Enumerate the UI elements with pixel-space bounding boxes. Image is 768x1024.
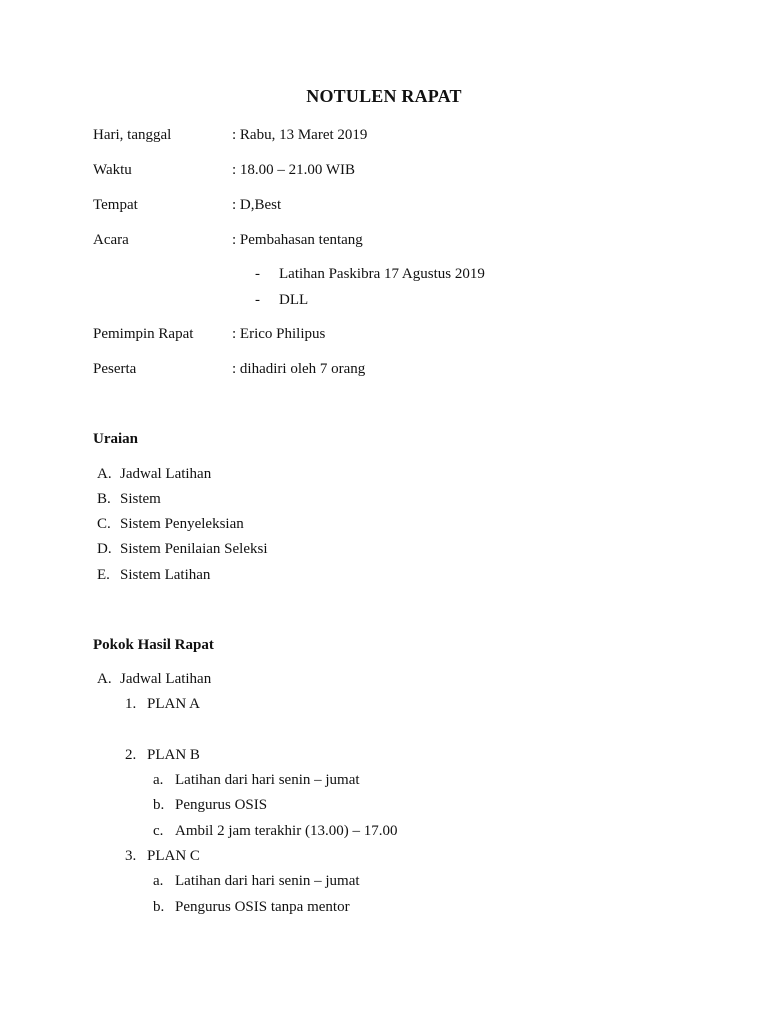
info-value: : dihadiri oleh 7 orang bbox=[232, 361, 366, 377]
list-item-text: Latihan dari hari senin – jumat bbox=[175, 772, 360, 788]
info-label: Peserta bbox=[93, 361, 137, 377]
list-item-text: Sistem bbox=[120, 491, 161, 507]
list-item-text: Jadwal Latihan bbox=[120, 671, 212, 687]
list-item-text: Latihan dari hari senin – jumat bbox=[175, 873, 360, 889]
list-item-text: PLAN C bbox=[147, 848, 200, 864]
list-item-text: PLAN B bbox=[147, 747, 200, 763]
info-label: Hari, tanggal bbox=[93, 127, 172, 143]
info-row-peserta bbox=[93, 359, 693, 379]
list-item-text: Pengurus OSIS tanpa mentor bbox=[175, 899, 350, 915]
list-marker: - bbox=[255, 266, 260, 282]
list-marker: A. bbox=[97, 466, 112, 482]
info-row-waktu bbox=[93, 160, 693, 180]
info-label: Pemimpin Rapat bbox=[93, 326, 194, 342]
info-row-pemimpin bbox=[93, 324, 693, 344]
list-marker: D. bbox=[97, 541, 112, 557]
list-marker: 2. bbox=[125, 747, 137, 763]
info-row-hari bbox=[93, 125, 693, 145]
info-value: : D,Best bbox=[232, 197, 282, 213]
info-label: Waktu bbox=[93, 162, 132, 178]
list-item-text: Sistem Latihan bbox=[120, 567, 211, 583]
info-value: : Pembahasan tentang bbox=[232, 232, 363, 248]
list-item-text: Sistem Penyeleksian bbox=[120, 516, 244, 532]
document-title: NOTULEN RAPAT bbox=[306, 86, 462, 106]
list-marker: A. bbox=[97, 671, 112, 687]
list-item-text: Latihan Paskibra 17 Agustus 2019 bbox=[279, 266, 485, 282]
list-marker: E. bbox=[97, 567, 110, 583]
info-value: : Rabu, 13 Maret 2019 bbox=[232, 127, 368, 143]
list-marker: C. bbox=[97, 516, 111, 532]
list-item-text: PLAN A bbox=[147, 696, 200, 712]
list-marker: - bbox=[255, 292, 260, 308]
list-marker: a. bbox=[153, 873, 164, 889]
list-marker: B. bbox=[97, 491, 111, 507]
list-marker: 1. bbox=[125, 696, 137, 712]
section-heading-pokok: Pokok Hasil Rapat bbox=[93, 637, 214, 653]
list-marker: 3. bbox=[125, 848, 137, 864]
info-label: Acara bbox=[93, 232, 129, 248]
list-marker: b. bbox=[153, 899, 165, 915]
list-marker: a. bbox=[153, 772, 164, 788]
info-label: Tempat bbox=[93, 197, 138, 213]
info-value: : Erico Philipus bbox=[232, 326, 326, 342]
list-item-text: Sistem Penilaian Seleksi bbox=[120, 541, 268, 557]
list-item-text: DLL bbox=[279, 292, 309, 308]
section-heading-uraian: Uraian bbox=[93, 431, 138, 447]
list-marker: c. bbox=[153, 823, 164, 839]
list-item-text: Pengurus OSIS bbox=[175, 797, 268, 813]
info-value: : 18.00 – 21.00 WIB bbox=[232, 162, 356, 178]
info-row-acara bbox=[93, 230, 693, 250]
info-row-tempat bbox=[93, 195, 693, 215]
list-item-text: Ambil 2 jam terakhir (13.00) – 17.00 bbox=[175, 823, 398, 839]
list-item-text: Jadwal Latihan bbox=[120, 466, 212, 482]
list-marker: b. bbox=[153, 797, 165, 813]
